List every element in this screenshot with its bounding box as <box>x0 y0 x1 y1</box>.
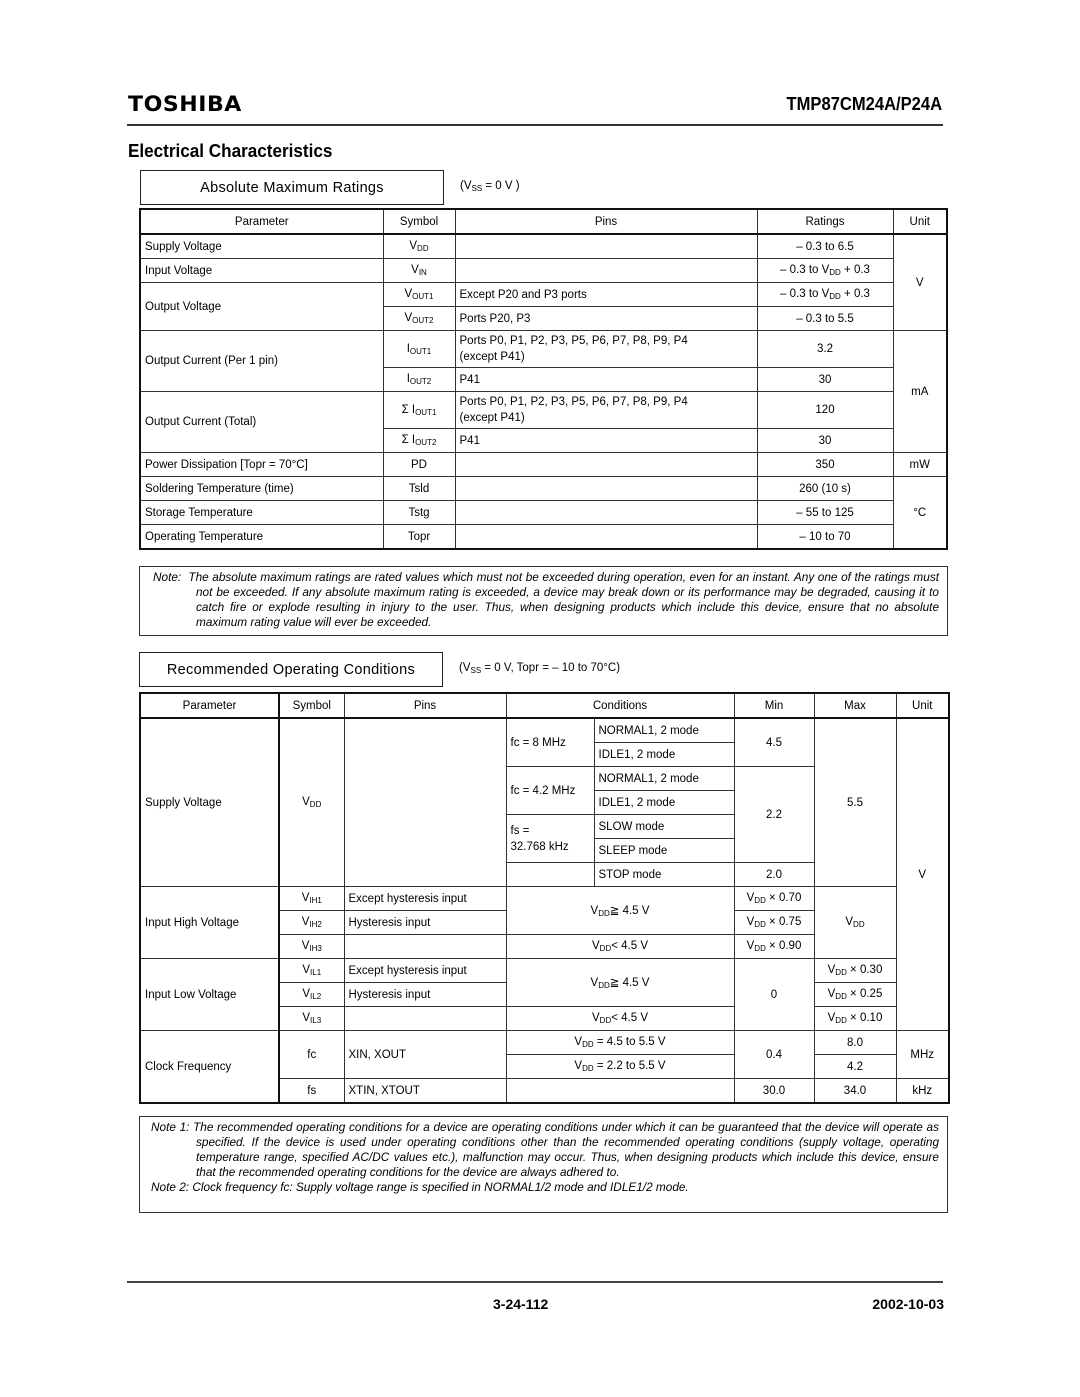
cond-sub: SS <box>471 184 483 193</box>
table-row <box>140 718 949 743</box>
cell-symbol <box>383 368 455 392</box>
header-pins: Pins <box>455 209 757 234</box>
note-label: Note: <box>153 570 182 584</box>
sym: Σ I <box>401 434 416 446</box>
cell-min: 2.2 <box>734 767 814 863</box>
table-row <box>140 453 947 477</box>
c-sub: DD <box>598 909 610 918</box>
cell-mode: SLOW mode <box>594 815 734 839</box>
m: V <box>845 916 854 928</box>
cell-min: 0 <box>734 959 814 1031</box>
header-unit: Unit <box>893 209 947 234</box>
m-sub: DD <box>754 920 766 929</box>
cell-pins: P41 <box>455 429 757 453</box>
header-conditions: Conditions <box>506 693 734 718</box>
cell-condition <box>506 1079 734 1104</box>
m: × 0.70 <box>765 892 802 904</box>
m: V <box>746 916 755 928</box>
cell-pins: XTIN, XTOUT <box>344 1079 506 1104</box>
m: V <box>827 1012 836 1024</box>
cell-condition <box>506 887 734 935</box>
cell-pins <box>455 501 757 525</box>
cond-text: (V <box>460 180 472 192</box>
cell-unit: MHz <box>896 1031 949 1079</box>
sym-sub: IH1 <box>309 896 322 905</box>
cell-pins <box>455 259 757 283</box>
cell-max: 8.0 <box>814 1031 896 1055</box>
cell-parameter: Supply Voltage <box>140 234 383 259</box>
cell-pins <box>455 525 757 550</box>
m-sub: DD <box>754 944 766 953</box>
cell-rating: 350 <box>757 453 893 477</box>
table-row <box>140 501 947 525</box>
cell-pins: Except P20 and P3 ports <box>455 283 757 307</box>
c-sub: DD <box>582 1064 594 1073</box>
sym-sub: IN <box>418 268 427 277</box>
cell-symbol <box>279 911 344 935</box>
cond-text: = 0 V, Topr = – 10 to 70°C) <box>481 662 621 674</box>
m-sub: DD <box>754 896 766 905</box>
cell-max: 34.0 <box>814 1079 896 1104</box>
cell-symbol: fs <box>279 1079 344 1104</box>
cell-pins <box>455 392 757 429</box>
cell-rating: 30 <box>757 429 893 453</box>
sym-sub: DD <box>417 244 429 253</box>
pins-line: Ports P0, P1, P2, P3, P5, P6, P7, P8, P9, P4 <box>459 335 688 347</box>
cell-max <box>814 887 896 959</box>
sym-sub: OUT1 <box>409 346 432 356</box>
cell-symbol <box>383 392 455 429</box>
document-id: TMP87CM24A/P24A <box>786 94 942 114</box>
cell-parameter: Soldering Temperature (time) <box>140 477 383 501</box>
sym: V <box>302 988 311 1000</box>
table-row <box>140 887 949 911</box>
m: × 0.90 <box>765 940 802 952</box>
sym: V <box>404 312 413 324</box>
document-date: 2002-10-03 <box>872 1296 944 1312</box>
cell-condition <box>506 1031 734 1055</box>
cell-unit: kHz <box>896 1079 949 1104</box>
pins-line: (except P41) <box>459 412 525 424</box>
m: × 0.75 <box>765 916 802 928</box>
sym-sub: OUT1 <box>415 407 437 417</box>
cell-pins <box>455 234 757 259</box>
note-text: The recommended operating conditions for a device are operating conditions under which it can be guaranteed that the device will operate as specified. If the device is used under operating conditions other than the recommended operating conditions (supply voltage, operating temperature range, specified AC/DC values etc.), malfunction may occur. Thus, when designing products which include this device, ensure that the recommended operating conditions for the device are always adhered to. <box>193 1120 939 1179</box>
header-divider <box>127 124 943 126</box>
cell-pins: Except hysteresis input <box>344 959 506 983</box>
cell-rating <box>757 259 893 283</box>
table-row <box>140 392 947 429</box>
cell-symbol <box>383 429 455 453</box>
table-row <box>140 1031 949 1055</box>
cell-symbol <box>279 1007 344 1031</box>
m: V <box>746 892 755 904</box>
cell-symbol <box>383 234 455 259</box>
cell-symbol: Topr <box>383 525 455 550</box>
r: + 0.3 <box>840 288 870 300</box>
cell-rating: 120 <box>757 392 893 429</box>
cell-rating <box>757 283 893 307</box>
sym: V <box>302 964 311 976</box>
table-row <box>140 259 947 283</box>
cell-pins: XIN, XOUT <box>344 1031 506 1079</box>
cell-symbol <box>383 307 455 331</box>
cell-parameter: Output Voltage <box>140 283 383 331</box>
c: ≧ 4.5 V <box>609 977 650 989</box>
cell-unit: °C <box>893 477 947 550</box>
cell-symbol <box>279 959 344 983</box>
pins-line: Ports P0, P1, P2, P3, P5, P6, P7, P8, P9, P4 <box>459 396 688 408</box>
m-sub: DD <box>835 1016 847 1025</box>
cell-clock-cond: fc = 8 MHz <box>506 718 594 767</box>
cell-parameter: Input Voltage <box>140 259 383 283</box>
sym-sub: IH2 <box>309 920 322 929</box>
cell-min <box>734 887 814 911</box>
cell-symbol <box>383 331 455 368</box>
cell-pins: Hysteresis input <box>344 911 506 935</box>
cell-mode: NORMAL1, 2 mode <box>594 718 734 743</box>
absolute-max-note <box>139 566 948 636</box>
cell-condition <box>506 935 734 959</box>
sym: V <box>411 264 419 276</box>
sym: V <box>409 240 418 252</box>
sym: I <box>406 342 410 355</box>
sym: V <box>301 892 310 904</box>
r: – 0.3 to V <box>780 264 830 276</box>
fs-line: fs = <box>510 824 530 837</box>
c-sub: DD <box>599 1016 612 1025</box>
cell-symbol <box>279 718 344 887</box>
brand-logo: TOSHIBA <box>128 92 242 116</box>
cell-condition <box>506 1055 734 1079</box>
cell-parameter: Input Low Voltage <box>140 959 279 1031</box>
recommended-conditions-title: Recommended Operating Conditions <box>139 652 443 687</box>
header-unit: Unit <box>896 693 949 718</box>
r: + 0.3 <box>840 264 870 276</box>
recommended-conditions-table <box>139 692 950 1104</box>
c: V <box>574 1036 583 1048</box>
c-sub: DD <box>582 1040 594 1049</box>
sym: V <box>404 288 413 300</box>
m: V <box>827 988 836 1000</box>
header-symbol: Symbol <box>383 209 455 234</box>
cell-unit: V <box>893 234 947 331</box>
cell-rating: – 10 to 70 <box>757 525 893 550</box>
m-sub: DD <box>835 992 847 1001</box>
cell-max: 5.5 <box>814 718 896 887</box>
cell-unit: mA <box>893 331 947 453</box>
cell-symbol <box>279 983 344 1007</box>
cell-min: 4.5 <box>734 718 814 767</box>
sym: Σ I <box>401 403 416 416</box>
c: ≧ 4.5 V <box>609 905 650 917</box>
m: V <box>827 964 836 976</box>
m: V <box>746 940 755 952</box>
header-max: Max <box>814 693 896 718</box>
cell-symbol <box>279 887 344 911</box>
pins-line: (except P41) <box>459 351 525 363</box>
cell-symbol: fc <box>279 1031 344 1079</box>
cell-rating: – 0.3 to 6.5 <box>757 234 893 259</box>
cell-parameter: Operating Temperature <box>140 525 383 550</box>
header-ratings: Ratings <box>757 209 893 234</box>
cell-max <box>814 983 896 1007</box>
cell-symbol: Tstg <box>383 501 455 525</box>
note-text: The absolute maximum ratings are rated values which must not be exceeded during operation, even for an instant. Any one of the ratings must not be exceeded. If any absolute maximum rating is exceeded, a device may break down or its performance may be degraded, causing it to catch fire or explode resulting in injury to the user. Thus, when designing products which include this device, ensure that no absolute maximum rating value will ever be exceeded. <box>188 570 939 629</box>
sym-sub: DD <box>309 800 322 809</box>
absolute-max-title: Absolute Maximum Ratings <box>140 170 444 205</box>
table-header-row <box>140 693 949 718</box>
recommended-notes <box>139 1116 948 1213</box>
m: × 0.25 <box>846 988 883 1000</box>
cell-unit: V <box>896 718 949 1031</box>
fs-line: 32.768 kHz <box>510 840 569 853</box>
cell-parameter: Output Current (Per 1 pin) <box>140 331 383 392</box>
cell-rating: 3.2 <box>757 331 893 368</box>
sym: V <box>301 916 310 928</box>
table-row <box>140 959 949 983</box>
cell-pins <box>344 718 506 887</box>
cell-pins <box>344 1007 506 1031</box>
cell-symbol: PD <box>383 453 455 477</box>
sym-sub: IH3 <box>309 944 322 953</box>
cell-condition <box>506 1007 734 1031</box>
cell-pins: P41 <box>455 368 757 392</box>
c: V <box>590 977 599 989</box>
sym-sub: IL1 <box>310 968 322 977</box>
header-min: Min <box>734 693 814 718</box>
m-sub: DD <box>835 968 847 977</box>
sym-sub: IL2 <box>310 992 322 1001</box>
cell-pins: Except hysteresis input <box>344 887 506 911</box>
c: < 4.5 V <box>611 940 648 952</box>
c-sub: DD <box>599 944 612 953</box>
cell-min: 0.4 <box>734 1031 814 1079</box>
cell-min: 2.0 <box>734 863 814 887</box>
cell-mode: STOP mode <box>594 863 734 887</box>
sym-sub: OUT2 <box>409 377 432 386</box>
cell-parameter: Power Dissipation [Topr = 70°C] <box>140 453 383 477</box>
sym-sub: OUT2 <box>412 316 434 325</box>
page-number: 3-24-112 <box>493 1296 549 1312</box>
sym: V <box>301 940 310 952</box>
header-parameter: Parameter <box>140 693 279 718</box>
cell-pins <box>455 331 757 368</box>
c: V <box>592 1012 600 1024</box>
cell-min <box>734 935 814 959</box>
sym-sub: OUT1 <box>412 292 434 301</box>
header-pins: Pins <box>344 693 506 718</box>
cell-pins <box>455 477 757 501</box>
sym-sub: IL3 <box>310 1016 322 1025</box>
m: × 0.10 <box>846 1012 883 1024</box>
cell-min <box>734 911 814 935</box>
sym-sub: OUT2 <box>415 438 437 447</box>
table-row <box>140 525 947 550</box>
cell-rating: – 0.3 to 5.5 <box>757 307 893 331</box>
cell-condition <box>506 959 734 1007</box>
cond-text: (V <box>459 662 471 674</box>
cell-pins: Ports P20, P3 <box>455 307 757 331</box>
cell-parameter: Supply Voltage <box>140 718 279 887</box>
cell-max: 4.2 <box>814 1055 896 1079</box>
r-sub: DD <box>829 268 841 277</box>
footer-divider <box>127 1281 943 1283</box>
table-header-row <box>140 209 947 234</box>
c: V <box>592 940 600 952</box>
section-title: Electrical Characteristics <box>128 141 333 161</box>
cell-unit: mW <box>893 453 947 477</box>
cell-mode: IDLE1, 2 mode <box>594 791 734 815</box>
c: V <box>574 1060 583 1072</box>
cell-parameter: Output Current (Total) <box>140 392 383 453</box>
cell-clock-cond <box>506 815 594 863</box>
note-text: Clock frequency fc: Supply voltage range is specified in NORMAL1/2 mode and IDLE1/2 mode. <box>192 1180 689 1194</box>
cond-sub: SS <box>470 666 482 675</box>
absolute-max-table <box>139 208 948 550</box>
cell-parameter: Input High Voltage <box>140 887 279 959</box>
c: = 2.2 to 5.5 V <box>593 1060 666 1072</box>
table-row <box>140 234 947 259</box>
cell-mode: SLEEP mode <box>594 839 734 863</box>
cell-parameter: Clock Frequency <box>140 1031 279 1104</box>
cell-max <box>814 1007 896 1031</box>
cell-clock-cond: fc = 4.2 MHz <box>506 767 594 815</box>
c: V <box>590 905 599 917</box>
table-row <box>140 477 947 501</box>
sym: V <box>302 796 310 808</box>
cell-rating: – 55 to 125 <box>757 501 893 525</box>
c: < 4.5 V <box>611 1012 648 1024</box>
recommended-conditions-condition <box>459 662 620 675</box>
cell-mode: IDLE1, 2 mode <box>594 743 734 767</box>
cell-symbol <box>279 935 344 959</box>
table-row <box>140 283 947 307</box>
cell-pins <box>455 453 757 477</box>
r: – 0.3 to V <box>780 288 830 300</box>
m: × 0.30 <box>846 964 883 976</box>
cell-rating: 30 <box>757 368 893 392</box>
sym: V <box>302 1012 311 1024</box>
note-label: Note 2: <box>151 1180 190 1194</box>
cell-mode: NORMAL1, 2 mode <box>594 767 734 791</box>
cell-pins: Hysteresis input <box>344 983 506 1007</box>
header-symbol: Symbol <box>279 693 344 718</box>
cell-symbol <box>383 259 455 283</box>
sym: I <box>406 373 410 385</box>
c-sub: DD <box>598 981 610 990</box>
cell-symbol <box>383 283 455 307</box>
cond-text: = 0 V ) <box>482 180 520 192</box>
m-sub: DD <box>853 920 865 929</box>
cell-parameter: Storage Temperature <box>140 501 383 525</box>
c: = 4.5 to 5.5 V <box>593 1036 666 1048</box>
table-row <box>140 331 947 368</box>
cell-max <box>814 959 896 983</box>
header-parameter: Parameter <box>140 209 383 234</box>
note-label: Note 1: <box>151 1120 190 1134</box>
cell-rating: 260 (10 s) <box>757 477 893 501</box>
cell-pins <box>344 935 506 959</box>
r-sub: DD <box>829 292 841 301</box>
cell-clock-cond <box>506 863 594 887</box>
cell-symbol: Tsld <box>383 477 455 501</box>
absolute-max-condition <box>460 180 520 193</box>
cell-min: 30.0 <box>734 1079 814 1104</box>
